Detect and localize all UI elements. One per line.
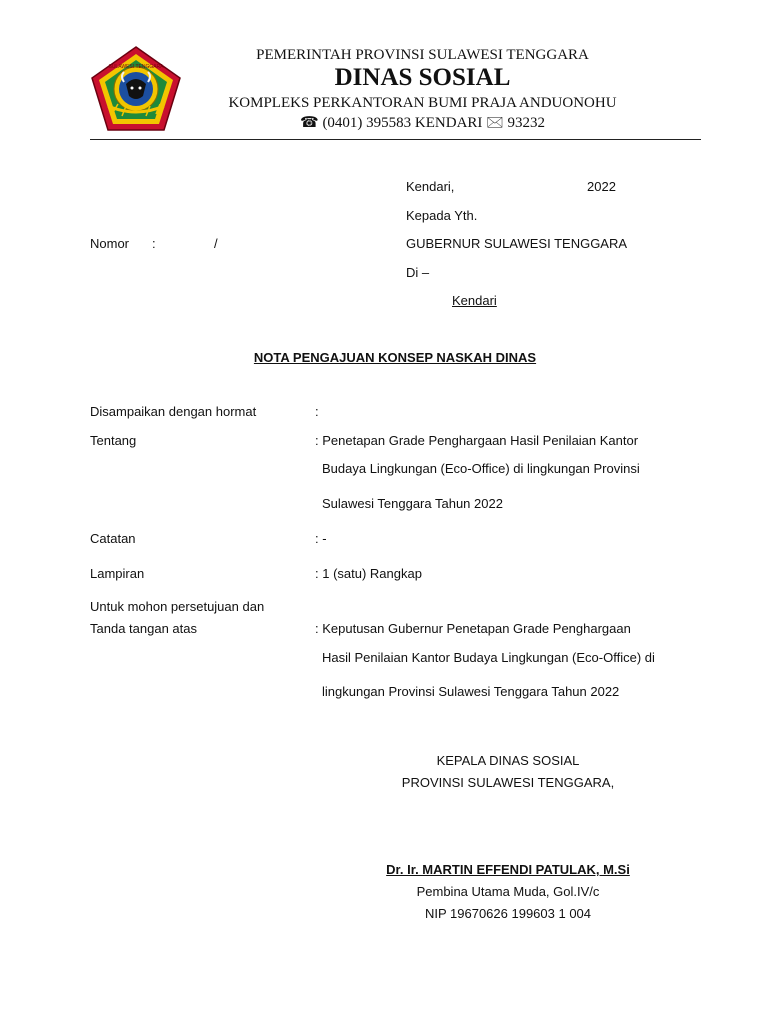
signature-title-1: KEPALA DINAS SOSIAL: [436, 753, 580, 768]
tentang-line-2: Budaya Lingkungan (Eco-Office) di lingkungan Provinsi: [322, 461, 640, 476]
untuk-value-2: Hasil Penilaian Kantor Budaya Lingkungan (Eco-Office) di: [322, 650, 655, 665]
nomor-label: Nomor: [90, 236, 130, 251]
catatan-label: Catatan: [90, 531, 136, 546]
header-government: PEMERINTAH PROVINSI SULAWESI TENGGARA: [256, 47, 589, 63]
letter-di: Di –: [406, 265, 430, 280]
signature-rank: Pembina Utama Muda, Gol.IV/c: [416, 884, 600, 899]
header-agency: DINAS SOSIAL: [334, 64, 511, 91]
tentang-line-3: Sulawesi Tenggara Tahun 2022: [322, 496, 503, 511]
header-contact: [200, 112, 645, 137]
disampaikan-colon: :: [315, 404, 319, 419]
mail-icon: 🖂: [486, 115, 504, 131]
untuk-value-3: lingkungan Provinsi Sulawesi Tenggara Tahun 2022: [322, 684, 620, 699]
letter-kepada: Kepada Yth.: [406, 208, 478, 223]
header-phone: (0401) 395583 KENDARI: [322, 115, 483, 131]
nomor-slash: /: [214, 236, 218, 251]
untuk-value-1: : Keputusan Gubernur Penetapan Grade Penghargaan: [315, 621, 631, 636]
lampiran-label: Lampiran: [90, 566, 145, 581]
province-logo: [88, 44, 184, 134]
header-postal: 93232: [507, 115, 545, 131]
catatan-value: : -: [315, 531, 327, 546]
letter-recipient: GUBERNUR SULAWESI TENGGARA: [406, 236, 628, 251]
tentang-label: Tentang: [90, 433, 137, 448]
letter-year: 2022: [587, 179, 616, 194]
untuk-label-1: Untuk mohon persetujuan dan: [90, 599, 265, 614]
letter-city: Kendari: [452, 293, 497, 308]
phone-icon: ☎: [300, 115, 319, 131]
disampaikan-label: Disampaikan dengan hormat: [90, 404, 257, 419]
logo-text: SULAWESI TENGGARA: [108, 64, 164, 70]
letter-place: Kendari,: [406, 179, 455, 194]
lampiran-value: : 1 (satu) Rangkap: [315, 566, 422, 581]
signature-title-2: PROVINSI SULAWESI TENGGARA,: [401, 775, 615, 790]
signature-nip: NIP 19670626 199603 1 004: [424, 906, 592, 921]
untuk-label-2: Tanda tangan atas: [90, 621, 197, 636]
nomor-colon: :: [152, 236, 156, 251]
signature-name: Dr. Ir. MARTIN EFFENDI PATULAK, M.Si: [386, 862, 630, 877]
document-title: NOTA PENGAJUAN KONSEP NASKAH DINAS: [253, 350, 537, 365]
header-address: KOMPLEKS PERKANTORAN BUMI PRAJA ANDUONOHU: [228, 95, 617, 111]
header-rule: [90, 139, 701, 140]
tentang-line-1: : Penetapan Grade Penghargaan Hasil Penilaian Kantor: [315, 433, 639, 448]
